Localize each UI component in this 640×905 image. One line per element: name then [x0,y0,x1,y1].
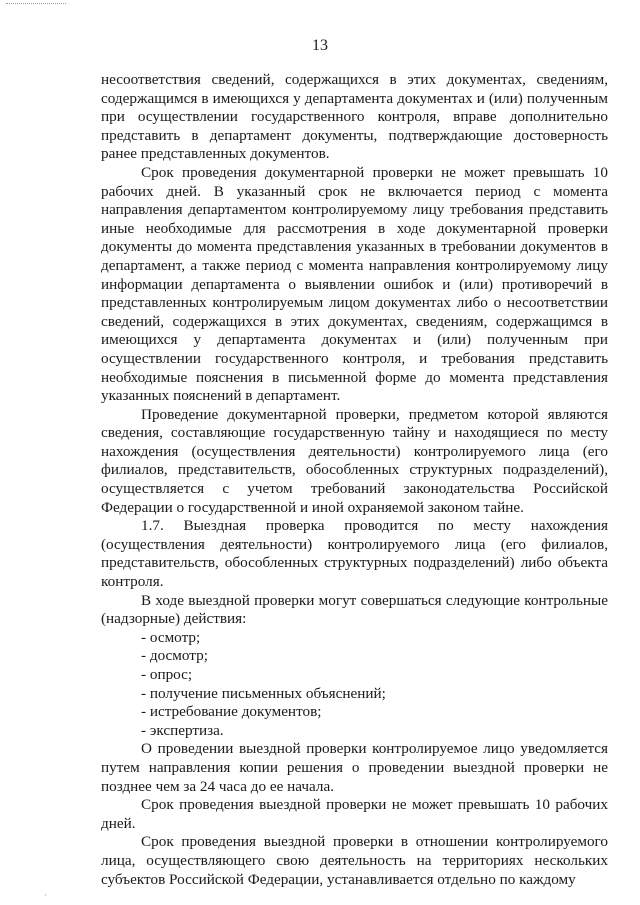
document-body [101,71,608,889]
scan-margin-mark: · [44,891,47,900]
paragraph-documentary-check-term: Срок проведения документарной проверки не может превышать 10 рабочих дней. В указанный срок не включается период с момента направления департаментом контролируемому лицу требования представить иные необходимые для рассмотрения в ходе документарной проверки документы до момента представления указанных в требовании документов в департамент, а также период с момента направления контролируемому лицу информации департамента о выявлении ошибок и (или) противоречий в представленных контролируемым лицом документах либо о несоответствии сведений, содержащихся в этих документах, сведениям, содержащимся в имеющихся у департамента документах и (или) полученным при осуществлении государственного контроля, и требования представить необходимые пояснения в письменной форме до момента представления указанных пояснений в департамент. [101,163,608,405]
list-item: - экспертиза. [141,721,224,739]
list-item: - получение письменных объяснений; [141,684,386,702]
paragraph-onsite-check-term: Срок проведения выездной проверки не может превышать 10 рабочих дней. [101,796,608,832]
page-number: 13 [312,37,328,54]
scan-edge-mark [6,3,66,7]
paragraph-multi-region: Срок проведения выездной проверки в отношении контролируемого лица, осуществляющего свою деятельность на территориях нескольких субъектов Российской Федерации, устанавливается отдельно по каждому [101,833,608,888]
control-actions-list [101,629,608,741]
paragraph-control-actions-intro: В ходе выездной проверки могут совершаться следующие контрольные (надзорные) действия: [101,591,608,628]
paragraph-section-1-7: 1.7. Выездная проверка проводится по месту нахождения (осуществления деятельности) контролируемого лица (его филиалов, представительств, обособленных структурных подразделений) либо объекта контроля. [101,517,608,591]
paragraph-notification: О проведении выездной проверки контролируемое лицо уведомляется путем направления копии решения о проведении выездной проверки не позднее чем за 24 часа до ее начала. [101,740,608,795]
list-item: - опрос; [141,666,193,683]
paragraph-state-secret: Проведение документарной проверки, предметом которой являются сведения, составляющие государственную тайну и находящиеся по месту нахождения (осуществления деятельности) контролируемого лица (его филиалов, представительств, обособленных структурных подразделений), осуществляется с учетом требований законодательства Российской Федерации о государственной и иной охраняемой законом тайне. [101,405,608,516]
list-item: - досмотр; [141,647,208,665]
list-item: - истребование документов; [141,703,322,721]
list-item: - осмотр; [141,628,201,646]
paragraph-continuation: несоответствия сведений, содержащихся в этих документах, сведениям, содержащимся в имеющихся у департамента документах и (или) полученным при осуществлении государственного контроля, вправе дополнительно представить в департамент документы, подтверждающие достоверность ранее представленных документов. [101,71,608,163]
